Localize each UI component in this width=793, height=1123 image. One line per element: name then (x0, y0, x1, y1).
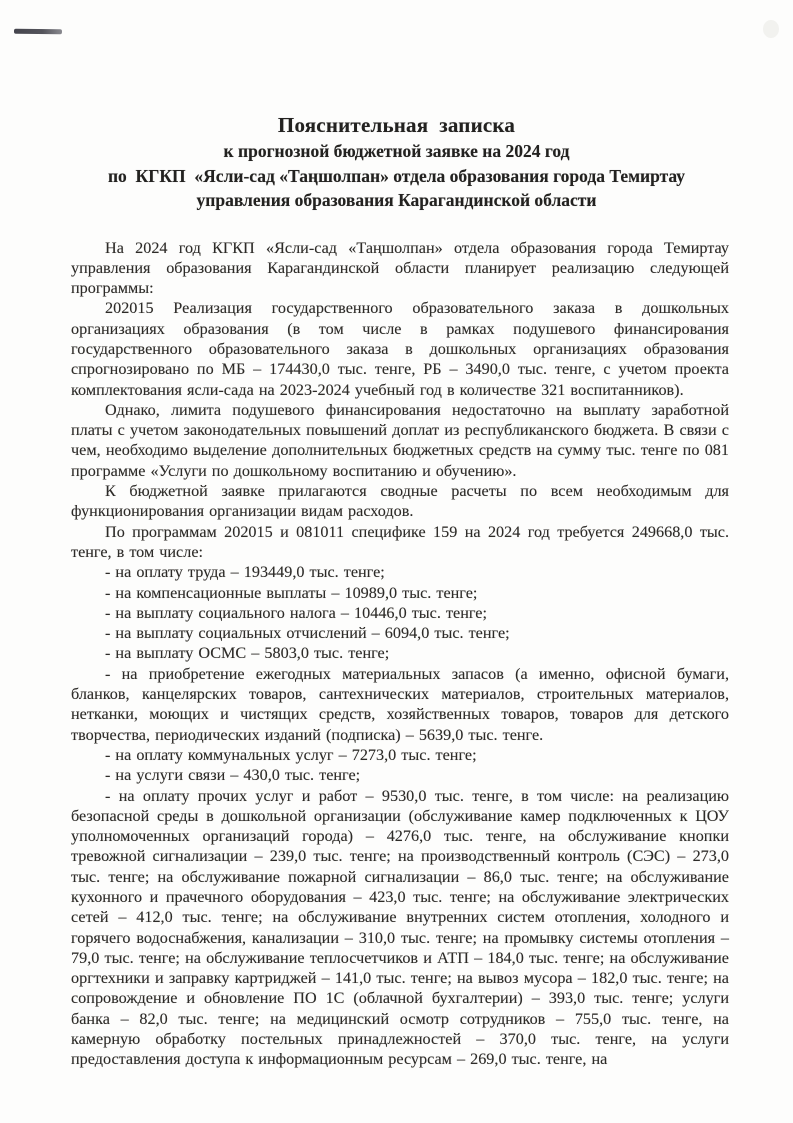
paragraph: - на услуги связи – 430,0 тыс. тенге; (105, 766, 361, 785)
paragraph: - на выплату социальных отчислений – 6094,0 тыс. тенге; (105, 624, 510, 643)
paragraph: - на оплату коммунальных услуг – 7273,0 тыс. тенге; (105, 745, 477, 764)
document-subtitle-line-1: к прогнозной бюджетной заявке на 2024 год (223, 141, 570, 161)
document-subtitle-line-2: по КГКП «Ясли-сад «Таңшолпан» отдела образования города Темиртау (107, 165, 686, 186)
scan-smudge-mark (763, 20, 779, 38)
paragraph: - на оплату прочих услуг и работ – 9530,0 тыс. тенге, в том числе: на реализацию безопасной среды в дошкольной организации (обслуживание камер подключенных к ЦОУ уполномоченных организаций города) – 4276,0 тыс. тенге, на обслуживание кнопки тревожной сигнализации – 239,0 тыс. тенге; на производственный контроль (СЭС) – 273,0 тыс. тенге; на обслуживание пожарной сигнализации – 86,0 тыс. тенге; на обслуживание кухонного и прачечного оборудования – 423,0 тыс. тенге; на обслуживание электрических сетей – 412,0 тыс. тенге; на обслуживание внутренних систем отопления, холодного и горячего водоснабжения, канализации – 310,0 тыс. тенге; на промывку системы отопления – 79,0 тыс. тенге; на обслуживание теплосчетчиков и АТП – 184,0 тыс. тенге; на обслуживание оргтехники и заправку картриджей – 141,0 тыс. тенге; на вывоз мусора – 182,0 тыс. тенге; на сопровождение и обновление ПО 1С (облачной бухгалтерии) – 393,0 тыс. тенге; услуги банка – 82,0 тыс. тенге; на медицинский осмотр сотрудников – 755,0 тыс. тенге, на камерную обработку постельных принадлежностей – 370,0 тыс. тенге, на услуги предоставления доступа к информационным ресурсам – 269,0 тыс. тенге, на (71, 786, 729, 1069)
paragraph: - на приобретение ежегодных материальных запасов (а именно, офисной бумаги, бланков, канцелярских товаров, сантехнических материалов, строительных материалов, нетканки, моющих и чистящих средств, хозяйственных товаров, товаров для детского творчества, периодических изданий (подписка) – 5639,0 тыс. тенге. (71, 664, 729, 744)
paragraph: К бюджетной заявке прилагаются сводные расчеты по всем необходимым для функционирования организации видам расходов. (71, 482, 729, 521)
paragraph: - на компенсационные выплаты – 10989,0 тыс. тенге; (105, 583, 478, 602)
scan-artifact-mark (14, 29, 62, 34)
paragraph: 202015 Реализация государственного образовательного заказа в дошкольных организациях образования (в том числе в рамках подушевого финансирования государственного образовательного заказа в дошкольных организациях образования спрогнозировано по МБ – 174430,0 тыс. тенге, РБ – 3490,0 тыс. тенге, с учетом проекта комплектования ясли-сада на 2023-2024 учебный год в количестве 321 воспитанников). (71, 299, 729, 399)
paragraph: - на оплату труда – 193449,0 тыс. тенге; (105, 563, 385, 582)
paragraph: - на выплату социального налога – 10446,0 тыс. тенге; (105, 603, 487, 622)
document-title-block (0, 0, 793, 213)
paragraph: - на выплату ОСМС – 5803,0 тыс. тенге; (105, 644, 390, 663)
document-subtitle-line-3: управления образования Карагандинской области (196, 190, 597, 210)
document-title: Пояснительная записка (277, 113, 516, 137)
paragraph: По программам 202015 и 081011 специфике 159 на 2024 год требуется 249668,0 тыс. тенге, в том числе: (71, 522, 729, 561)
document-body (71, 238, 729, 1070)
paragraph: Однако, лимита подушевого финансирования недостаточно на выплату заработной платы с учетом законодательных повышений доплат из республиканского бюджета. В связи с чем, необходимо выделение дополнительных бюджетных средств на сумму тыс. тенге по 081 программе «Услуги по дошкольному воспитанию и обучению». (71, 400, 729, 480)
paragraph: На 2024 год КГКП «Ясли-сад «Таңшолпан» отдела образования города Темиртау управления образования Карагандинской области планирует реализацию следующей программы: (71, 238, 729, 298)
